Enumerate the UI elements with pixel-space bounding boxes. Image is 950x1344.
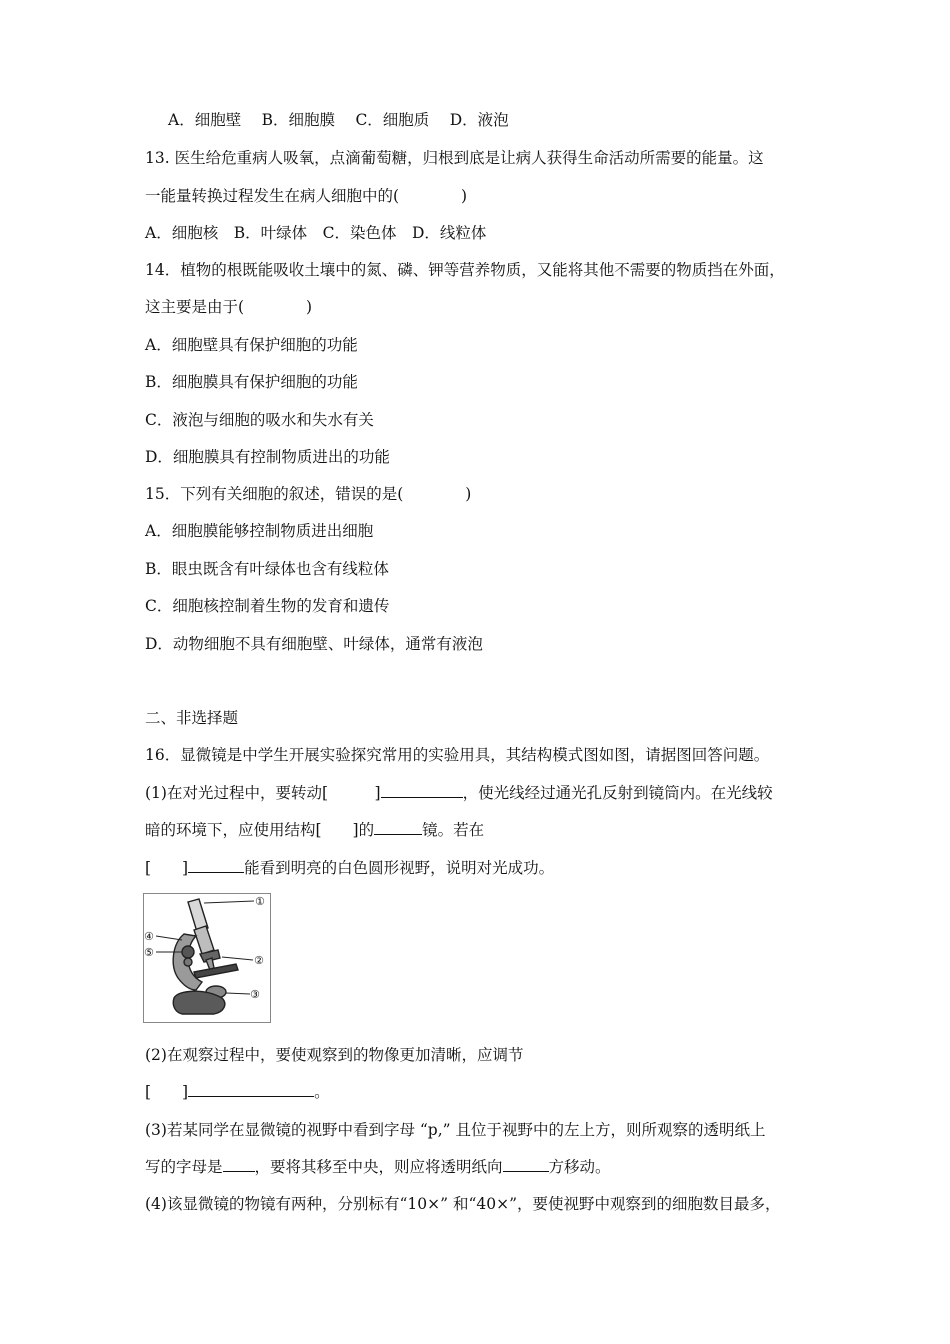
figure-label-2: ② [254, 954, 264, 967]
q16-part1-line1 [145, 783, 773, 803]
microscope-drawing [144, 894, 270, 1022]
figure-label-4: ④ [144, 930, 154, 943]
q13-stem-line1: 13. 医生给危重病人吸氧，点滴葡萄糖，归根到底是让病人获得生命活动所需要的能量。这 [145, 149, 764, 167]
q16-part4-line1: (4)该显微镜的物镜有两种，分别标有“10×” 和“40×”，要使视野中观察到的细胞数目最多， [145, 1195, 781, 1213]
text: (1)在对光过程中，要转动[ ] [145, 784, 381, 802]
q16-stem: 16．显微镜是中学生开展实验探究常用的实验用具，其结构模式图如图，请据图回答问题。 [145, 746, 770, 764]
q13-stem-line2: 一能量转换过程发生在病人细胞中的( ) [145, 187, 468, 205]
q16-part3-line2 [145, 1157, 611, 1177]
answer-blank[interactable] [374, 820, 422, 835]
microscope-figure [143, 893, 271, 1023]
q14-stem-line2: 这主要是由于( ) [145, 298, 313, 316]
text: [ ] [145, 859, 189, 877]
q12-options: A．细胞壁 B．细胞膜 C．细胞质 D．液泡 [168, 111, 509, 129]
text: 写的字母是 [145, 1158, 223, 1176]
answer-blank[interactable] [223, 1157, 255, 1172]
answer-blank[interactable] [503, 1157, 549, 1172]
q14-option-b: B．细胞膜具有保护细胞的功能 [145, 373, 358, 391]
q14-option-d: D．细胞膜具有控制物质进出的功能 [145, 448, 390, 466]
q16-part2-line1: (2)在观察过程中，要使观察到的物像更加清晰，应调节 [145, 1046, 524, 1064]
figure-label-3: ③ [250, 988, 260, 1001]
answer-blank[interactable] [188, 858, 244, 873]
q15-option-c: C．细胞核控制着生物的发育和遗传 [145, 597, 390, 615]
text: 能看到明亮的白色圆形视野，说明对光成功。 [244, 859, 555, 877]
q15-option-b: B．眼虫既含有叶绿体也含有线粒体 [145, 560, 389, 578]
section-heading: 二、非选择题 [145, 709, 239, 727]
q14-option-a: A．细胞壁具有保护细胞的功能 [145, 336, 358, 354]
text: 方移动。 [548, 1158, 611, 1176]
figure-label-5: ⑤ [144, 946, 154, 959]
text: ，使光线经过通光孔反射到镜筒内。在光线较 [462, 784, 773, 802]
text: [ ] [145, 1083, 189, 1101]
q14-option-c: C．液泡与细胞的吸水和失水有关 [145, 411, 374, 429]
figure-label-1: ① [255, 895, 265, 908]
q13-options: A．细胞核 B．叶绿体 C．染色体 D．线粒体 [145, 224, 487, 242]
q15-option-a: A．细胞膜能够控制物质进出细胞 [145, 522, 374, 540]
q15-option-d: D．动物细胞不具有细胞壁、叶绿体，通常有液泡 [145, 635, 483, 653]
answer-blank[interactable] [188, 1082, 314, 1097]
q16-part2-line2 [145, 1082, 330, 1102]
text: ，要将其移至中央，则应将透明纸向 [254, 1158, 503, 1176]
text: 镜。若在 [422, 821, 485, 839]
q16-part1-line3 [145, 858, 554, 878]
q16-part3-line1: (3)若某同学在显微镜的视野中看到字母 “p,” 且位于视野中的左上方，则所观察的透明纸上 [145, 1121, 766, 1139]
text: 。 [314, 1083, 330, 1101]
q15-stem: 15．下列有关细胞的叙述，错误的是( ) [145, 485, 472, 503]
q14-stem-line1: 14．植物的根既能吸收土壤中的氮、磷、钾等营养物质，又能将其他不需要的物质挡在外面， [145, 261, 785, 279]
text: 暗的环境下，应使用结构[ ]的 [145, 821, 375, 839]
answer-blank[interactable] [381, 783, 463, 798]
q16-part1-line2 [145, 820, 484, 840]
